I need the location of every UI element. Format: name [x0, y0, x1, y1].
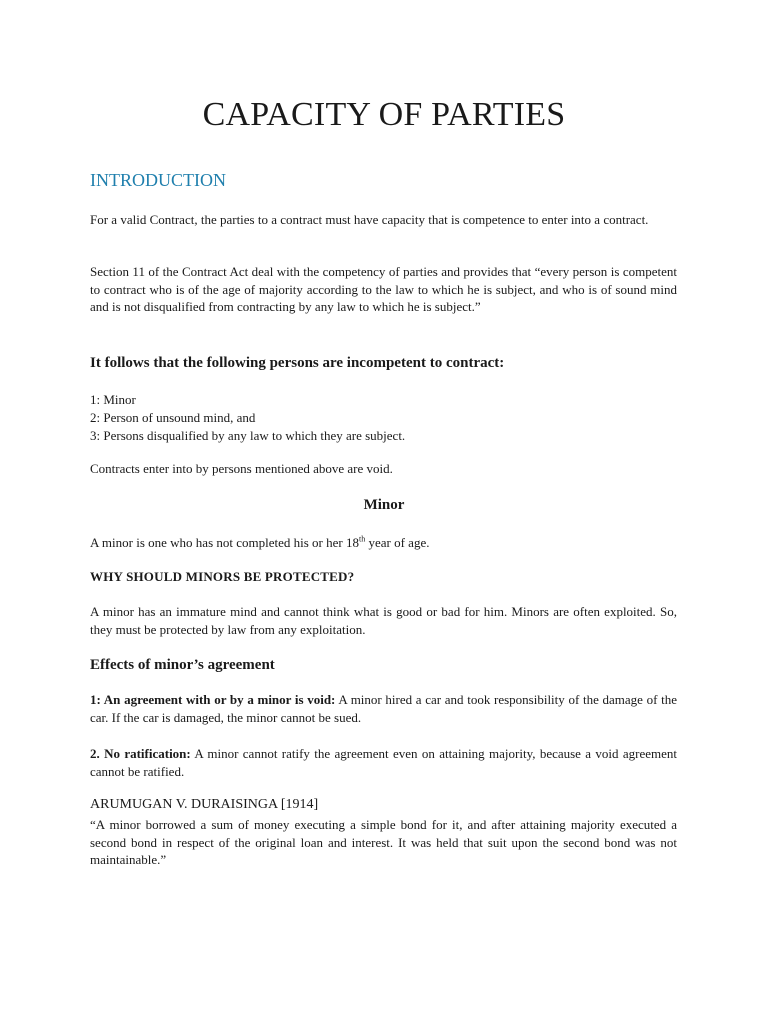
section11-paragraph: Section 11 of the Contract Act deal with the competency of parties and provides that “every person is competent to contract who is of the age of majority according to the law to which he is subject, and who is of sound mind and is not disqualified from contracting by any law to which he is subject.” [90, 264, 677, 314]
minor-definition [90, 534, 677, 552]
minor-definition-text: A minor is one who has not completed his or her 18 [90, 535, 359, 550]
effects-heading: Effects of minor’s agreement [90, 657, 275, 673]
effect-2-label: 2. No ratification: [90, 746, 191, 761]
case-title: ARUMUGAN V. DURAISINGA [1914] [90, 797, 319, 812]
effect-1-paragraph [90, 691, 677, 726]
incompetent-heading: It follows that the following persons are incompetent to contract: [90, 355, 505, 371]
effect-2-paragraph [90, 745, 677, 780]
void-paragraph: Contracts enter into by persons mentioned above are void. [90, 461, 393, 476]
incompetent-list [90, 391, 405, 445]
list-item: 2: Person of unsound mind, and [90, 410, 256, 425]
effect-1-label: 1: An agreement with or by a minor is void: [90, 692, 336, 707]
effect-2-text: A minor cannot ratify the agreement even on attaining majority, because a void agreement cannot be ratified. [90, 746, 677, 779]
intro-paragraph: For a valid Contract, the parties to a contract must have capacity that is competence to enter into a contract. [90, 212, 649, 227]
page-title: CAPACITY OF PARTIES [202, 96, 566, 133]
list-item: 1: Minor [90, 392, 136, 407]
effect-1-text: A minor hired a car and took responsibility of the damage of the car. If the car is damaged, the minor cannot be sued. [90, 692, 677, 725]
list-item: 3: Persons disqualified by any law to which they are subject. [90, 428, 406, 443]
why-paragraph: A minor has an immature mind and cannot think what is good or bad for him. Minors are often exploited. So, they must be protected by law from any exploitation. [90, 604, 677, 637]
why-heading: WHY SHOULD MINORS BE PROTECTED? [90, 569, 355, 584]
minor-heading: Minor [363, 497, 405, 513]
case-quote: “A minor borrowed a sum of money executing a simple bond for it, and after attaining majority executed a second bond in respect of the original loan and interest. It was held that suit upon the second bond was not maintainable.” [90, 817, 677, 867]
introduction-heading: INTRODUCTION [90, 170, 226, 190]
minor-definition-end: year of age. [365, 535, 430, 550]
ordinal-suffix: th [359, 534, 366, 544]
